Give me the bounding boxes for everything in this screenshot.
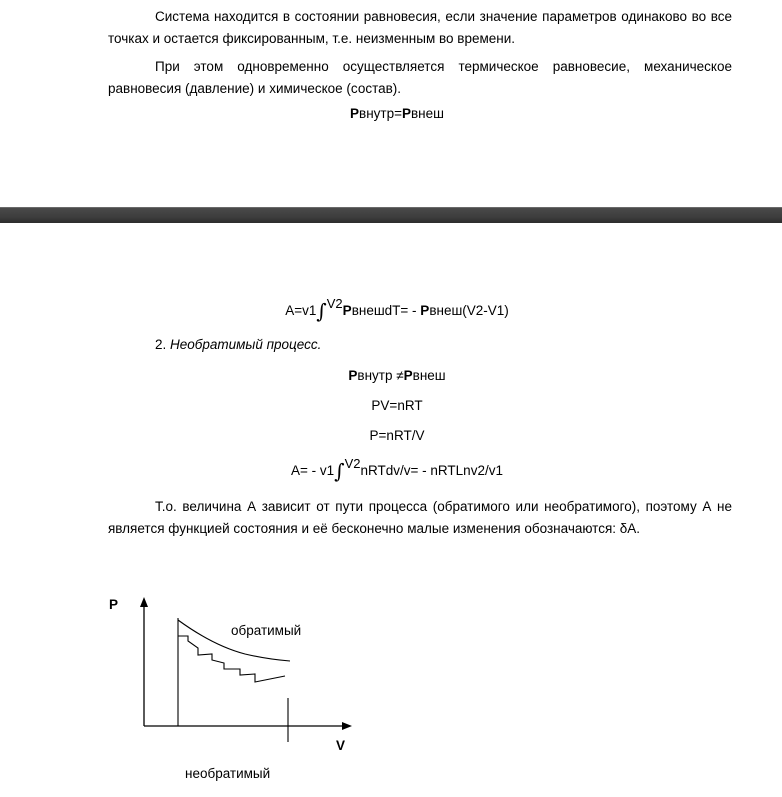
- pressure-symbol: Р: [348, 368, 358, 383]
- x-axis-arrow-icon: [342, 722, 352, 730]
- paragraph-equilibrium-types: При этом одновременно осуществляется термическое равновесие, механическое равновесия (давление) и химическое (состав).: [108, 59, 732, 96]
- pressure-symbol: Р: [420, 303, 430, 318]
- reversible-label: обратимый: [231, 623, 302, 638]
- paragraph-conclusion: Т.о. величина А зависит от пути процесса (обратимого или необратимого), поэтому А не является функцией состояния и её бесконечно малые изменения обозначаются: δA.: [108, 499, 732, 536]
- item-number: 2.: [155, 337, 171, 352]
- eq-part: A= - v1: [291, 463, 335, 478]
- y-axis-arrow-icon: [140, 597, 148, 607]
- eq-part: внутр ≠: [357, 368, 404, 383]
- eq-part: внеш(V2-V1): [429, 303, 509, 318]
- irreversible-label: необратимый: [185, 766, 271, 781]
- eq-part: внеш: [412, 368, 446, 383]
- pressure-symbol: Р: [342, 303, 352, 318]
- integral-sign: ∫: [334, 459, 345, 483]
- equation-pressure-expression: P=nRT/V: [369, 428, 425, 443]
- eq-part: внутр=: [359, 106, 402, 121]
- eq-part: A=v1: [285, 303, 317, 318]
- pressure-symbol: Р: [401, 106, 411, 121]
- eq-part: внешdT= -: [351, 303, 421, 318]
- paragraph-equilibrium-definition: Система находится в состоянии равновесия, если значение параметров одинаково во все точках и остается фиксированным, т.е. неизменным во времени.: [108, 9, 732, 46]
- y-axis-label: P: [109, 597, 119, 612]
- pressure-symbol: Р: [350, 106, 360, 121]
- pressure-symbol: Р: [403, 368, 413, 383]
- x-axis-label: V: [336, 738, 346, 753]
- integral-upper-limit: V2: [344, 456, 361, 471]
- equation-ideal-gas: PV=nRT: [371, 398, 423, 413]
- integral-upper-limit: V2: [326, 296, 343, 311]
- integral-sign: ∫: [316, 299, 327, 323]
- eq-part: внеш: [411, 106, 444, 121]
- item-title: Необратимый процесс.: [170, 337, 322, 352]
- eq-part: nRTdv/v= - nRTLnv2/v1: [360, 463, 503, 478]
